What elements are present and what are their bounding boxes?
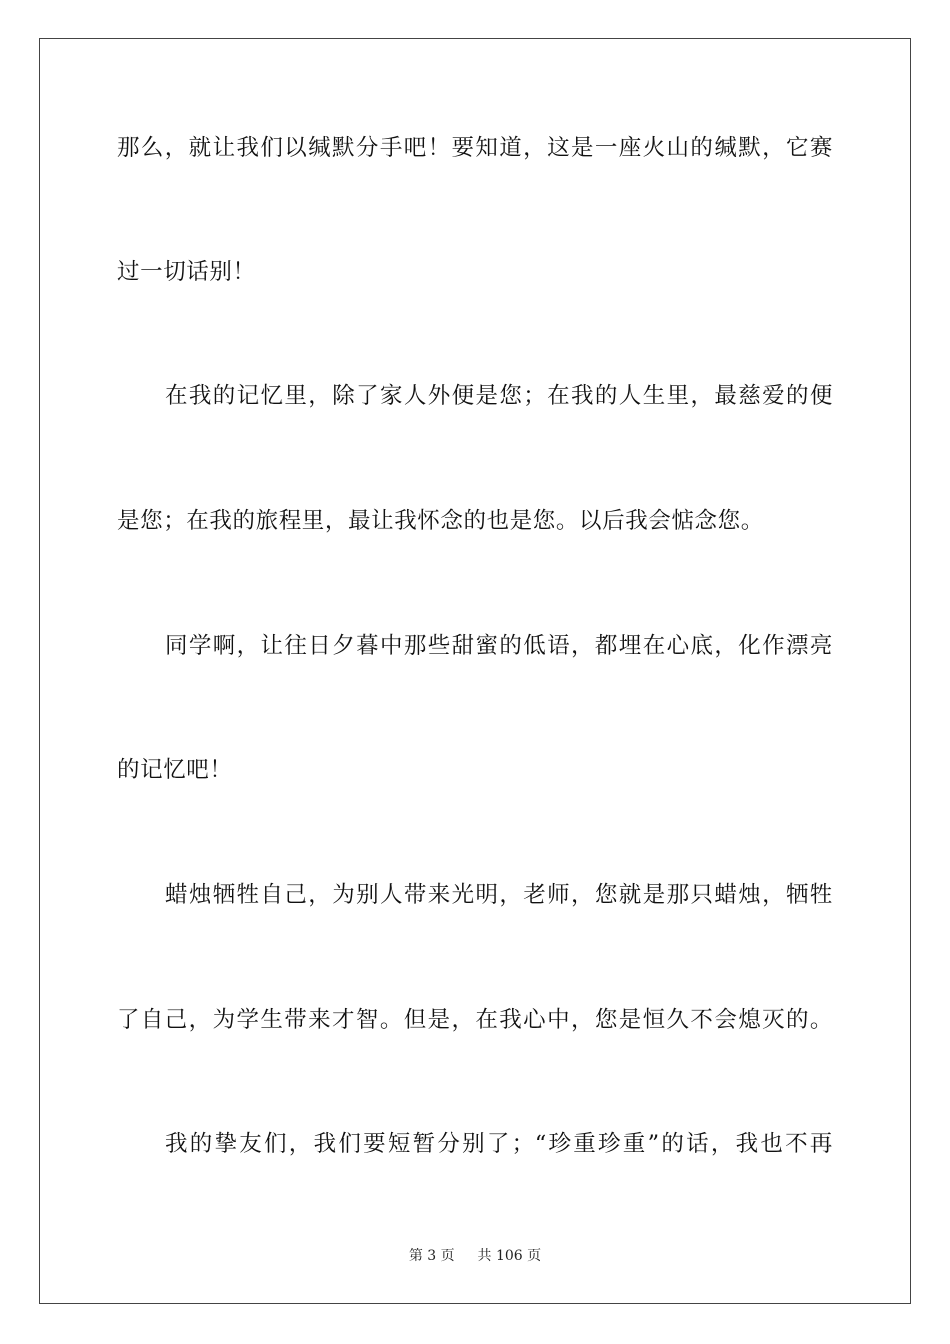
paragraph-first-line: 同学啊，让往日夕暮中那些甜蜜的低语，都埋在心底，化作漂亮	[165, 633, 833, 659]
page-total: 共 106 页	[477, 1248, 542, 1264]
page-footer	[0, 1246, 950, 1266]
text-line: 了自己，为学生带来才智。但是，在我心中，您是恒久不会熄灭的。	[117, 1007, 833, 1033]
text-line: 的记忆吧！	[117, 757, 233, 783]
text-line: 是您；在我的旅程里，最让我怀念的也是您。以后我会惦念您。	[117, 508, 764, 534]
text-line: 过一切话别！	[117, 259, 256, 285]
paragraph-first-line: 蜡烛牺牲自己，为别人带来光明，老师，您就是那只蜡烛，牺牲	[165, 882, 833, 908]
paragraph-first-line: 我的挚友们，我们要短暂分别了；“珍重珍重”的话，我也不再	[165, 1131, 833, 1157]
paragraph-first-line: 在我的记忆里，除了家人外便是您；在我的人生里，最慈爱的便	[165, 383, 833, 409]
page-frame	[39, 38, 911, 1304]
text-line: 那么，就让我们以缄默分手吧！要知道，这是一座火山的缄默，它赛	[117, 135, 833, 161]
page-number: 第 3 页	[408, 1248, 455, 1264]
